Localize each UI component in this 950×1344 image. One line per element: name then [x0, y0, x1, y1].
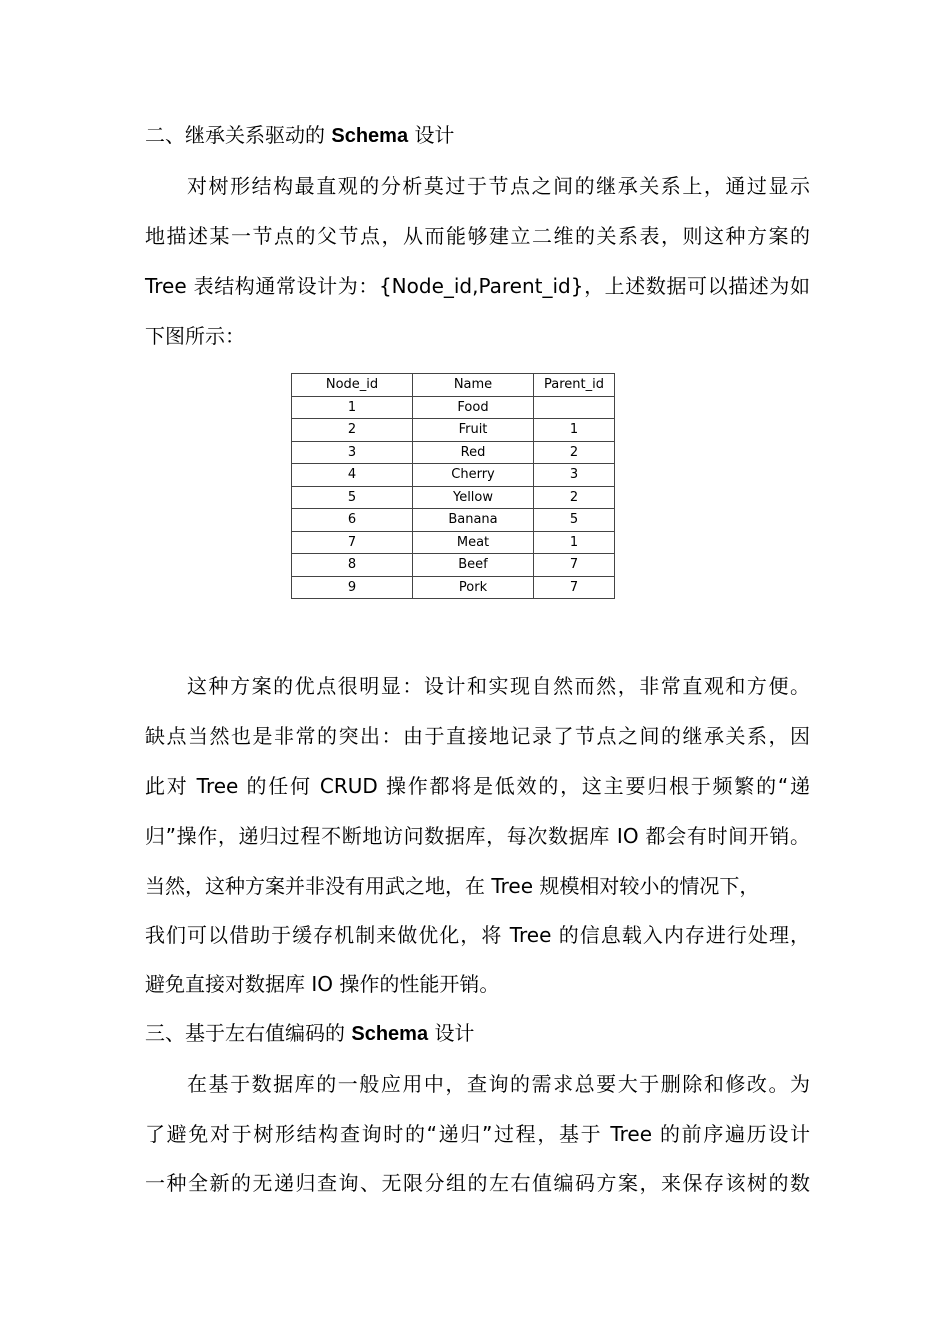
cell-name: Red: [413, 441, 534, 464]
table-row: [292, 419, 615, 442]
cell-name: Cherry: [413, 464, 534, 487]
section-3-heading-bold: Schema: [351, 1023, 429, 1045]
cell-parent-id: 7: [534, 554, 615, 577]
cell-node-id: 5: [292, 486, 413, 509]
column-header-parent-id: Parent_id: [534, 374, 615, 397]
cell-parent-id: 3: [534, 464, 615, 487]
paragraph-line: 一种全新的无递归查询、无限分组的左右值编码方案，来保存该树的数: [145, 1171, 810, 1195]
cell-node-id: 1: [292, 396, 413, 419]
cell-node-id: 4: [292, 464, 413, 487]
cell-parent-id: [534, 396, 615, 419]
table-row: [292, 464, 615, 487]
table-row: [292, 396, 615, 419]
section-3-heading: [145, 1020, 810, 1047]
paragraph-line: 避免直接对数据库 IO 操作的性能开销。: [145, 972, 500, 996]
cell-node-id: 2: [292, 419, 413, 442]
cell-parent-id: 5: [534, 509, 615, 532]
table-row: [292, 441, 615, 464]
section-2-heading-suffix: 设计: [414, 123, 455, 147]
cell-name: Food: [413, 396, 534, 419]
cell-name: Banana: [413, 509, 534, 532]
paragraph-line: Tree 表结构通常设计为：{Node_id,Parent_id}，上述数据可以描述为如: [145, 274, 810, 298]
section-2-heading-bold: Schema: [331, 125, 409, 147]
column-header-node-id: Node_id: [292, 374, 413, 397]
table-row: [292, 486, 615, 509]
section-2-heading-prefix: 二、继承关系驱动的: [145, 123, 325, 147]
cell-parent-id: 1: [534, 531, 615, 554]
cell-node-id: 7: [292, 531, 413, 554]
paragraph-line: 此对 Tree 的任何 CRUD 操作都将是低效的，这主要归根于频繁的“递: [145, 774, 810, 798]
table-row: [292, 531, 615, 554]
cell-node-id: 9: [292, 576, 413, 599]
tree-table: [291, 373, 615, 599]
paragraph-line: 我们可以借助于缓存机制来做优化，将 Tree 的信息载入内存进行处理，: [145, 923, 810, 947]
table-row: [292, 554, 615, 577]
section-2-heading: [145, 122, 810, 149]
paragraph-line: 对树形结构最直观的分析莫过于节点之间的继承关系上，通过显示: [187, 174, 810, 198]
paragraph-line: 当然，这种方案并非没有用武之地，在 Tree 规模相对较小的情况下，: [145, 874, 760, 898]
section-3-heading-suffix: 设计: [434, 1021, 475, 1045]
cell-node-id: 6: [292, 509, 413, 532]
table-row: [292, 509, 615, 532]
cell-parent-id: 2: [534, 441, 615, 464]
cell-name: Beef: [413, 554, 534, 577]
section-3-heading-prefix: 三、基于左右值编码的: [145, 1021, 345, 1045]
paragraph-line: 下图所示：: [145, 324, 245, 348]
table-row: [292, 576, 615, 599]
cell-node-id: 8: [292, 554, 413, 577]
paragraph-line: 地描述某一节点的父节点，从而能够建立二维的关系表，则这种方案的: [145, 224, 810, 248]
paragraph-line: 了避免对于树形结构查询时的“递归”过程，基于 Tree 的前序遍历设计: [145, 1122, 810, 1146]
cell-node-id: 3: [292, 441, 413, 464]
cell-parent-id: 7: [534, 576, 615, 599]
paragraph-line: 这种方案的优点很明显：设计和实现自然而然，非常直观和方便。: [187, 674, 810, 698]
column-header-name: Name: [413, 374, 534, 397]
paragraph-line: 缺点当然也是非常的突出：由于直接地记录了节点之间的继承关系，因: [145, 724, 810, 748]
cell-name: Meat: [413, 531, 534, 554]
cell-name: Yellow: [413, 486, 534, 509]
paragraph-line: 在基于数据库的一般应用中，查询的需求总要大于删除和修改。为: [187, 1072, 810, 1096]
table-header-row: [292, 374, 615, 397]
cell-parent-id: 2: [534, 486, 615, 509]
cell-parent-id: 1: [534, 419, 615, 442]
cell-name: Pork: [413, 576, 534, 599]
paragraph-line: 归”操作，递归过程不断地访问数据库，每次数据库 IO 都会有时间开销。: [145, 824, 810, 848]
cell-name: Fruit: [413, 419, 534, 442]
